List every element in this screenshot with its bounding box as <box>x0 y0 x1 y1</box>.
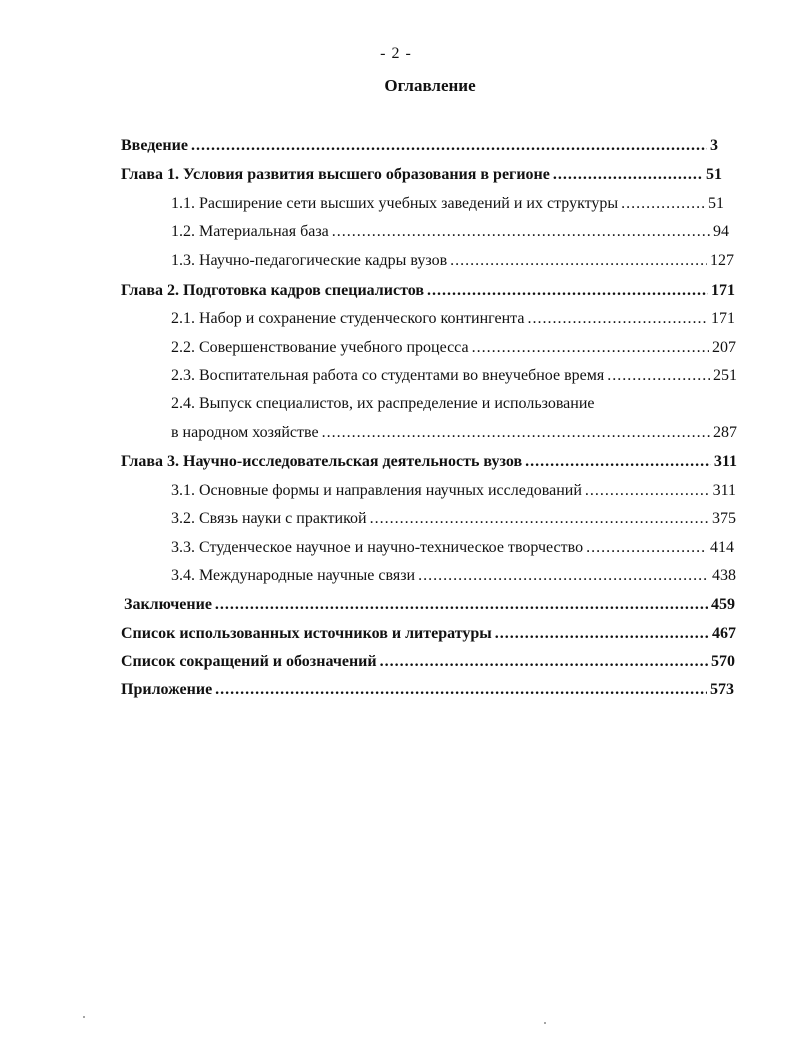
toc-entry-label: Приложение <box>121 681 213 698</box>
toc-entry-section-3-1[interactable] <box>171 481 736 501</box>
toc-entry-label: 2.1. Набор и сохранение студенческого контингента <box>171 310 525 327</box>
toc-dot-leader <box>380 652 708 672</box>
toc-entry-section-1-2[interactable] <box>171 222 729 242</box>
toc-entry-label: Список сокращений и обозначений <box>121 653 377 670</box>
toc-dot-leader <box>621 194 705 214</box>
toc-entry-page: 171 <box>711 282 735 299</box>
toc-entry-page: 207 <box>712 339 736 356</box>
toc-entry-page: 375 <box>712 510 736 527</box>
toc-dot-leader <box>418 566 709 586</box>
toc-entry-page: 414 <box>710 539 734 556</box>
toc-dot-leader <box>215 595 708 615</box>
toc-entry-page: 287 <box>713 424 737 441</box>
toc-entry-page: 94 <box>713 223 729 240</box>
toc-entry-page: 573 <box>710 681 734 698</box>
toc-entry-page: 3 <box>710 137 718 154</box>
toc-entry-label: 1.3. Научно-педагогические кадры вузов <box>171 252 448 269</box>
toc-dot-leader <box>607 366 710 386</box>
toc-entry-page: 171 <box>711 310 735 327</box>
toc-entry-label: 2.2. Совершенствование учебного процесса <box>171 339 469 356</box>
toc-dot-leader <box>585 481 710 501</box>
toc-entry-page: 311 <box>713 453 737 470</box>
toc-entry-page: 459 <box>711 596 735 613</box>
toc-entry-label: Глава 2. Подготовка кадров специалистов <box>121 282 424 299</box>
toc-entry-section-3-2[interactable] <box>171 509 736 529</box>
toc-entry-section-2-3[interactable] <box>171 366 737 386</box>
toc-dot-leader <box>553 165 703 185</box>
page-number: - 2 - <box>380 45 412 62</box>
toc-entry-abbreviations[interactable] <box>121 652 735 672</box>
toc-entry-introduction[interactable] <box>121 136 718 156</box>
toc-dot-leader <box>332 222 710 242</box>
scan-speck <box>544 1022 546 1024</box>
toc-dot-leader <box>525 452 711 472</box>
toc-entry-page: 51 <box>708 195 724 212</box>
toc-entry-label: Введение <box>121 137 188 154</box>
toc-entry-page: 467 <box>712 625 736 642</box>
toc-entry-page: 438 <box>712 567 736 584</box>
toc-dot-leader <box>495 624 709 644</box>
toc-entry-page: 251 <box>713 367 737 384</box>
toc-dot-leader <box>191 136 707 156</box>
toc-entry-label: Глава 3. Научно-исследовательская деятельность вузов <box>121 453 523 470</box>
toc-entry-label: 1.1. Расширение сети высших учебных заведений и их структуры <box>171 195 619 212</box>
toc-entry-label: 3.1. Основные формы и направления научных исследований <box>171 482 582 499</box>
toc-entry-page: 51 <box>706 166 722 183</box>
toc-dot-leader <box>472 338 709 358</box>
toc-entry-label: 1.2. Материальная база <box>171 223 329 240</box>
toc-entry-label: в народном хозяйстве <box>171 424 319 441</box>
toc-entry-section-1-1[interactable] <box>171 194 724 214</box>
toc-entry-page: 311 <box>712 482 736 499</box>
toc-entry-label: 2.3. Воспитательная работа со студентами во внеучебное время <box>171 367 605 384</box>
toc-dot-leader <box>586 538 707 558</box>
toc-dot-leader <box>427 281 708 301</box>
scan-speck <box>83 1016 85 1018</box>
toc-entry-chapter-3[interactable] <box>121 452 737 472</box>
toc-dot-leader <box>215 680 707 700</box>
toc-entry-label: 3.3. Студенческое научное и научно-техническое творчество <box>171 539 584 556</box>
toc-entry-section-2-4[interactable] <box>171 423 737 443</box>
toc-dot-leader <box>322 423 710 443</box>
toc-entry-section-3-4[interactable] <box>171 566 736 586</box>
toc-entry-section-1-3[interactable] <box>171 251 734 271</box>
toc-entry-section-2-2[interactable] <box>171 338 736 358</box>
toc-entry-label: Глава 1. Условия развития высшего образования в регионе <box>121 166 550 183</box>
toc-title: Оглавление <box>384 76 476 95</box>
toc-entry-page: 570 <box>711 653 735 670</box>
toc-entry-section-3-3[interactable] <box>171 538 734 558</box>
toc-entry-label: 3.2. Связь науки с практикой <box>171 510 367 527</box>
toc-entry-conclusion[interactable] <box>124 595 735 615</box>
toc-dot-leader <box>370 509 709 529</box>
toc-entry-label: Заключение <box>124 596 212 613</box>
toc-entry-references[interactable] <box>121 624 736 644</box>
toc-dot-leader <box>527 309 708 329</box>
toc-entry-section-2-4-line1[interactable]: 2.4. Выпуск специалистов, их распределение и использование <box>171 395 595 412</box>
toc-dot-leader <box>450 251 707 271</box>
toc-entry-label: 3.4. Международные научные связи <box>171 567 416 584</box>
toc-entry-chapter-2[interactable] <box>121 281 735 301</box>
toc-entry-chapter-1[interactable] <box>121 165 722 185</box>
toc-entry-page: 127 <box>710 252 734 269</box>
toc-entry-label: Список использованных источников и литературы <box>121 625 492 642</box>
toc-entry-section-2-1[interactable] <box>171 309 735 329</box>
toc-entry-appendix[interactable] <box>121 680 734 700</box>
